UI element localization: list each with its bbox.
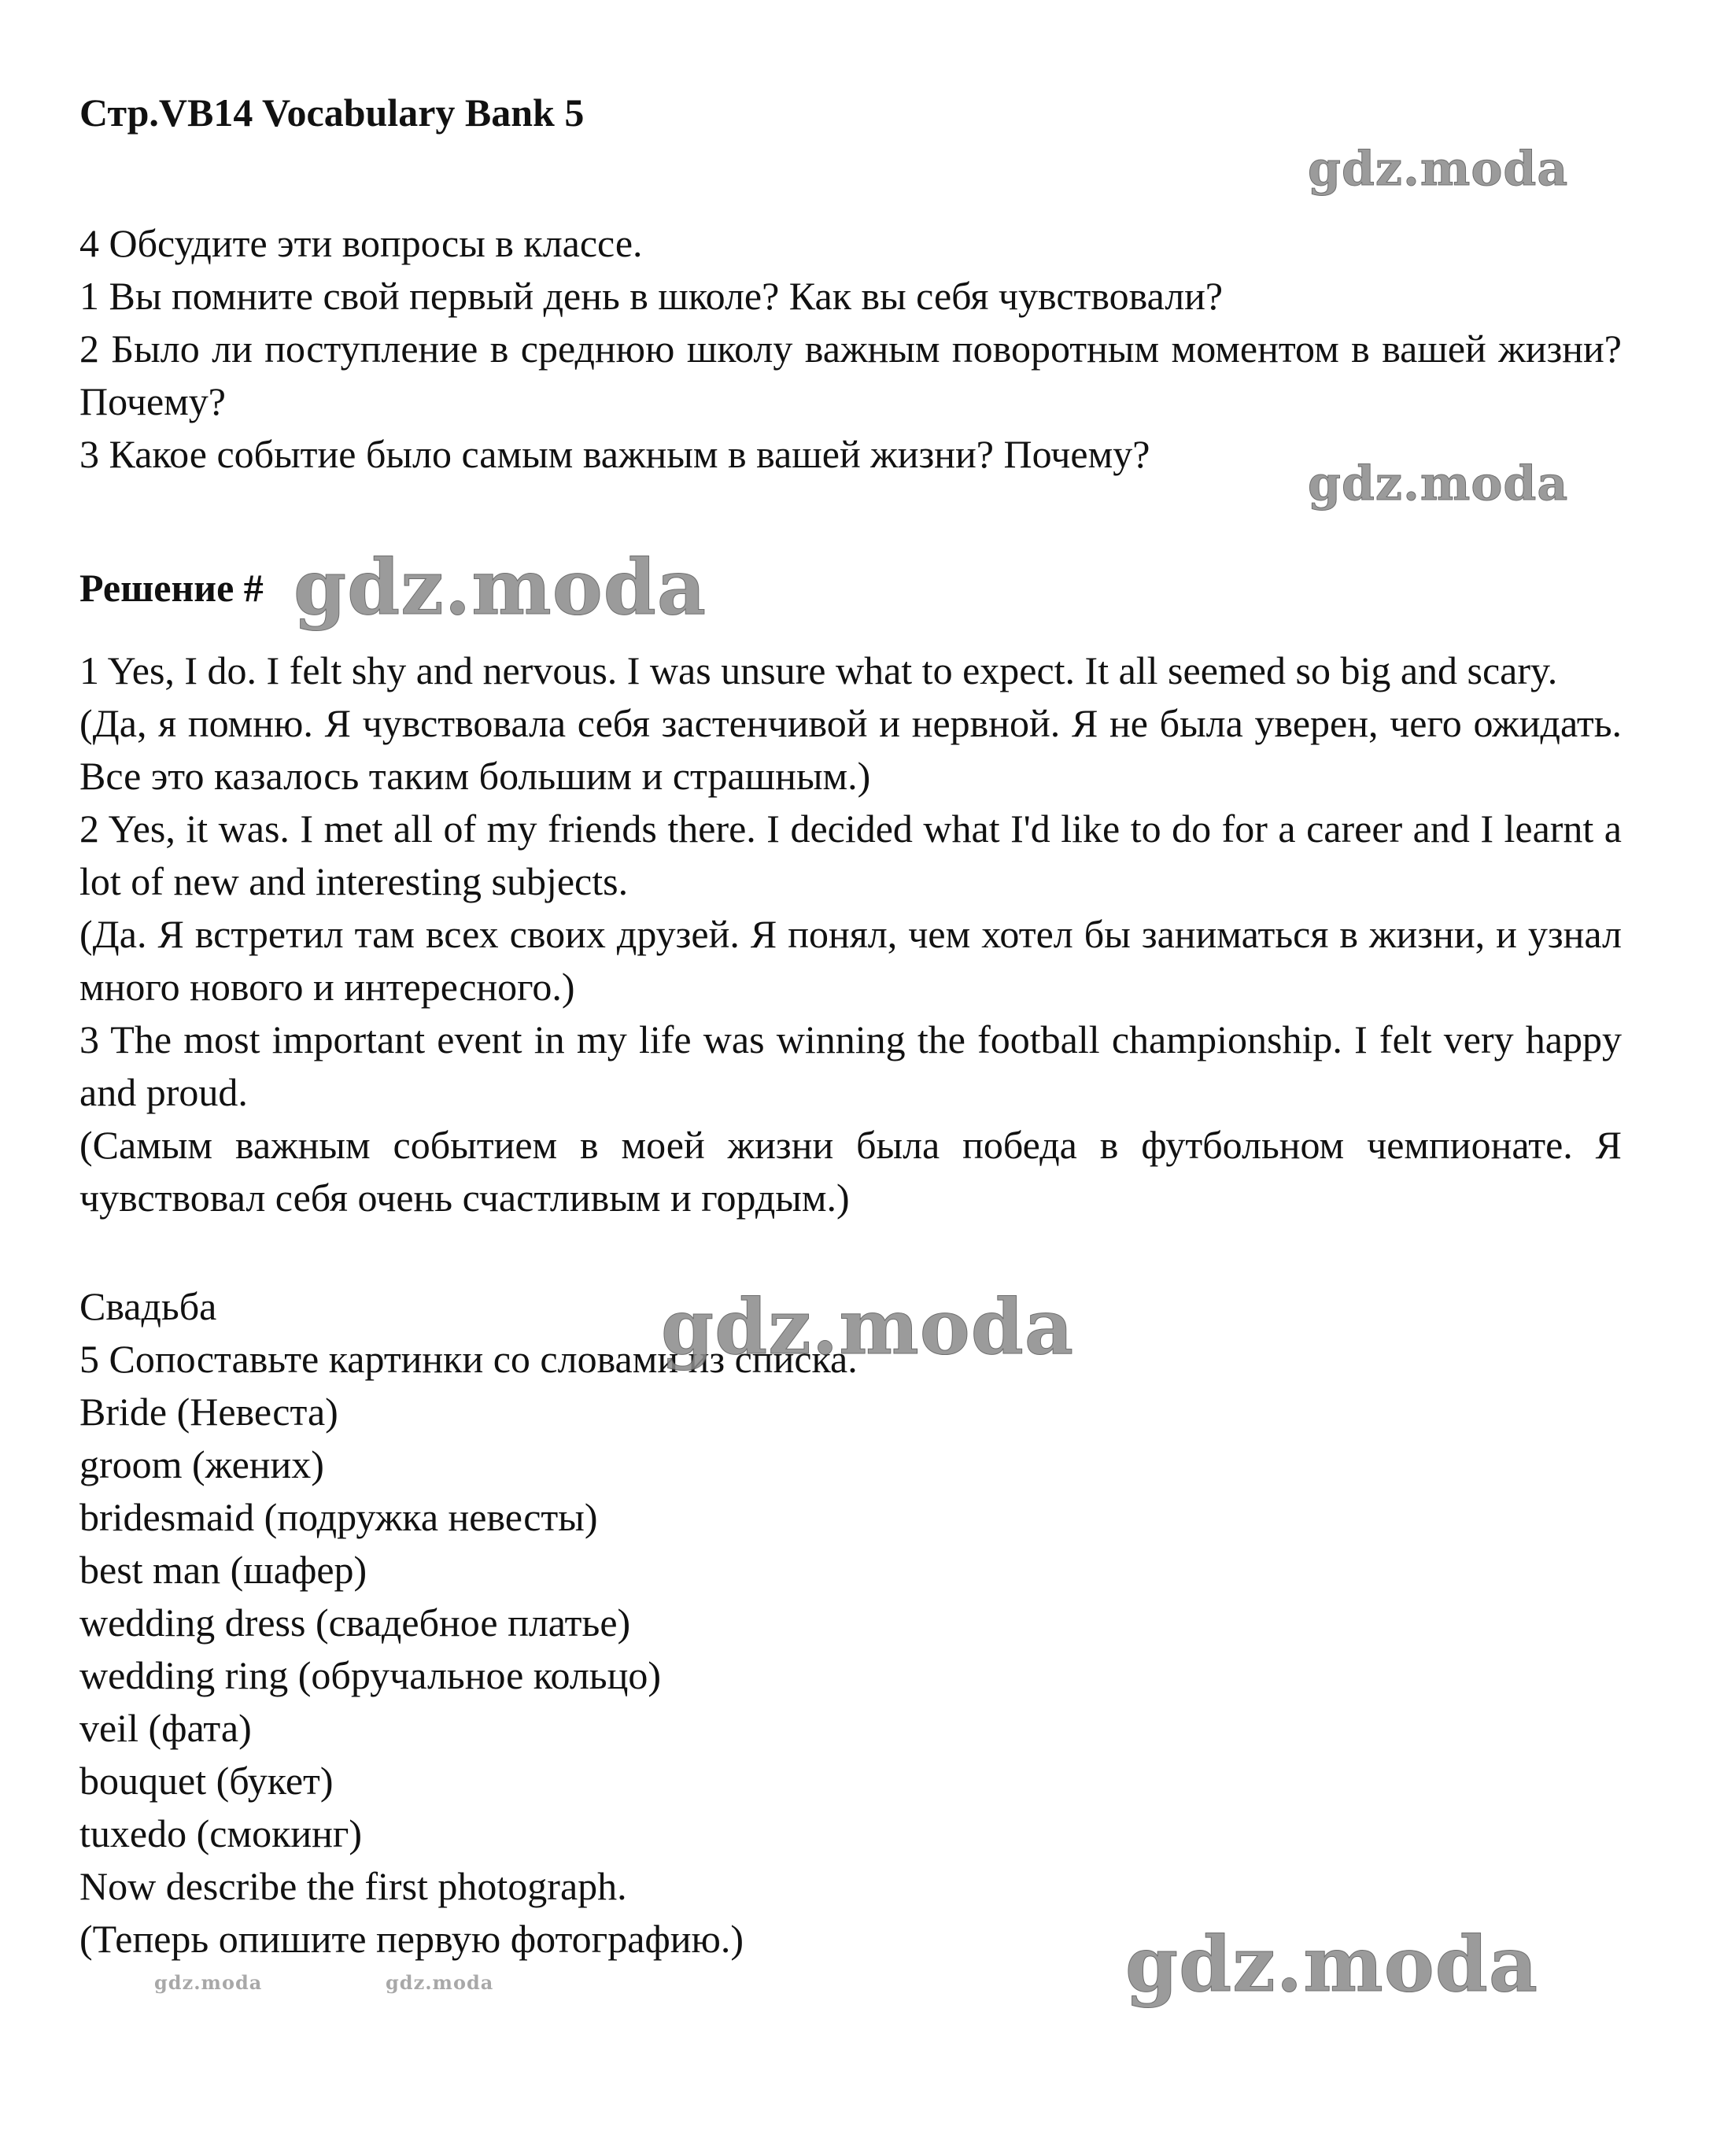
wedding-heading: Свадьба — [79, 1284, 217, 1328]
spacer — [79, 1224, 1622, 1280]
task4-question-2: 2 Было ли поступление в среднюю школу важным поворотным моментом в вашей жизни? Почему? — [79, 327, 1622, 423]
watermark-logo: gdz.moda — [154, 1971, 263, 1994]
answer-3-english: 3 The most important event in my life was winning the football championship. I felt very happy and proud. — [79, 1017, 1622, 1114]
answer-1-russian: (Да, я помню. Я чувствовала себя застенчивой и нервной. Я не была уверен, чего ожидать. Все это казалось таким большим и страшным.) — [79, 701, 1622, 798]
answer-2-english: 2 Yes, it was. I met all of my friends there. I decided what I'd like to do for a career and I learnt a lot of new and interesting subjects. — [79, 807, 1622, 903]
watermark-logo: gdz.moda — [1308, 142, 1569, 197]
document-page — [79, 87, 1622, 1966]
word-item: wedding ring (обручальное кольцо) — [79, 1653, 662, 1697]
word-item: best man (шафер) — [79, 1548, 367, 1592]
page-title: Стр.VB14 Vocabulary Bank 5 — [79, 90, 585, 135]
task4-heading: 4 Обсудите эти вопросы в классе. — [79, 221, 643, 265]
watermark-logo: gdz.moda — [1308, 456, 1569, 511]
watermark-logo: gdz.moda — [661, 1283, 1075, 1371]
answer-1-english: 1 Yes, I do. I felt shy and nervous. I was unsure what to expect. It all seemed so big and scary. — [79, 648, 1558, 692]
task4-question-1: 1 Вы помните свой первый день в школе? Как вы себя чувствовали? — [79, 274, 1224, 318]
watermark-logo: gdz.moda — [386, 1971, 494, 1994]
watermark-logo: gdz.moda — [1125, 1920, 1539, 2009]
solution-heading: Решение # — [79, 566, 264, 610]
task5-heading: 5 Сопоставьте картинки со словами из списка. — [79, 1337, 858, 1381]
describe-instruction-english: Now describe the first photograph. — [79, 1864, 627, 1908]
word-item: tuxedo (смокинг) — [79, 1811, 363, 1855]
word-item: Bride (Невеста) — [79, 1390, 338, 1434]
watermark-logo: gdz.moda — [293, 543, 707, 632]
word-item: bouquet (букет) — [79, 1759, 334, 1803]
word-list — [79, 1386, 1622, 1860]
word-item: wedding dress (свадебное платье) — [79, 1600, 631, 1645]
task4-question-3: 3 Какое событие было самым важным в вашей жизни? Почему? — [79, 432, 1150, 476]
answer-2-russian: (Да. Я встретил там всех своих друзей. Я понял, чем хотел бы заниматься в жизни, и узнал много нового и интересного.) — [79, 912, 1622, 1009]
word-item: bridesmaid (подружка невесты) — [79, 1495, 598, 1539]
answer-3-russian: (Самым важным событием в моей жизни была победа в футбольном чемпионате. Я чувствовал себя очень счастливым и гордым.) — [79, 1123, 1622, 1220]
word-item: groom (жених) — [79, 1442, 324, 1486]
word-item: veil (фата) — [79, 1706, 252, 1750]
describe-instruction-russian: (Теперь опишите первую фотографию.) — [79, 1917, 744, 1961]
